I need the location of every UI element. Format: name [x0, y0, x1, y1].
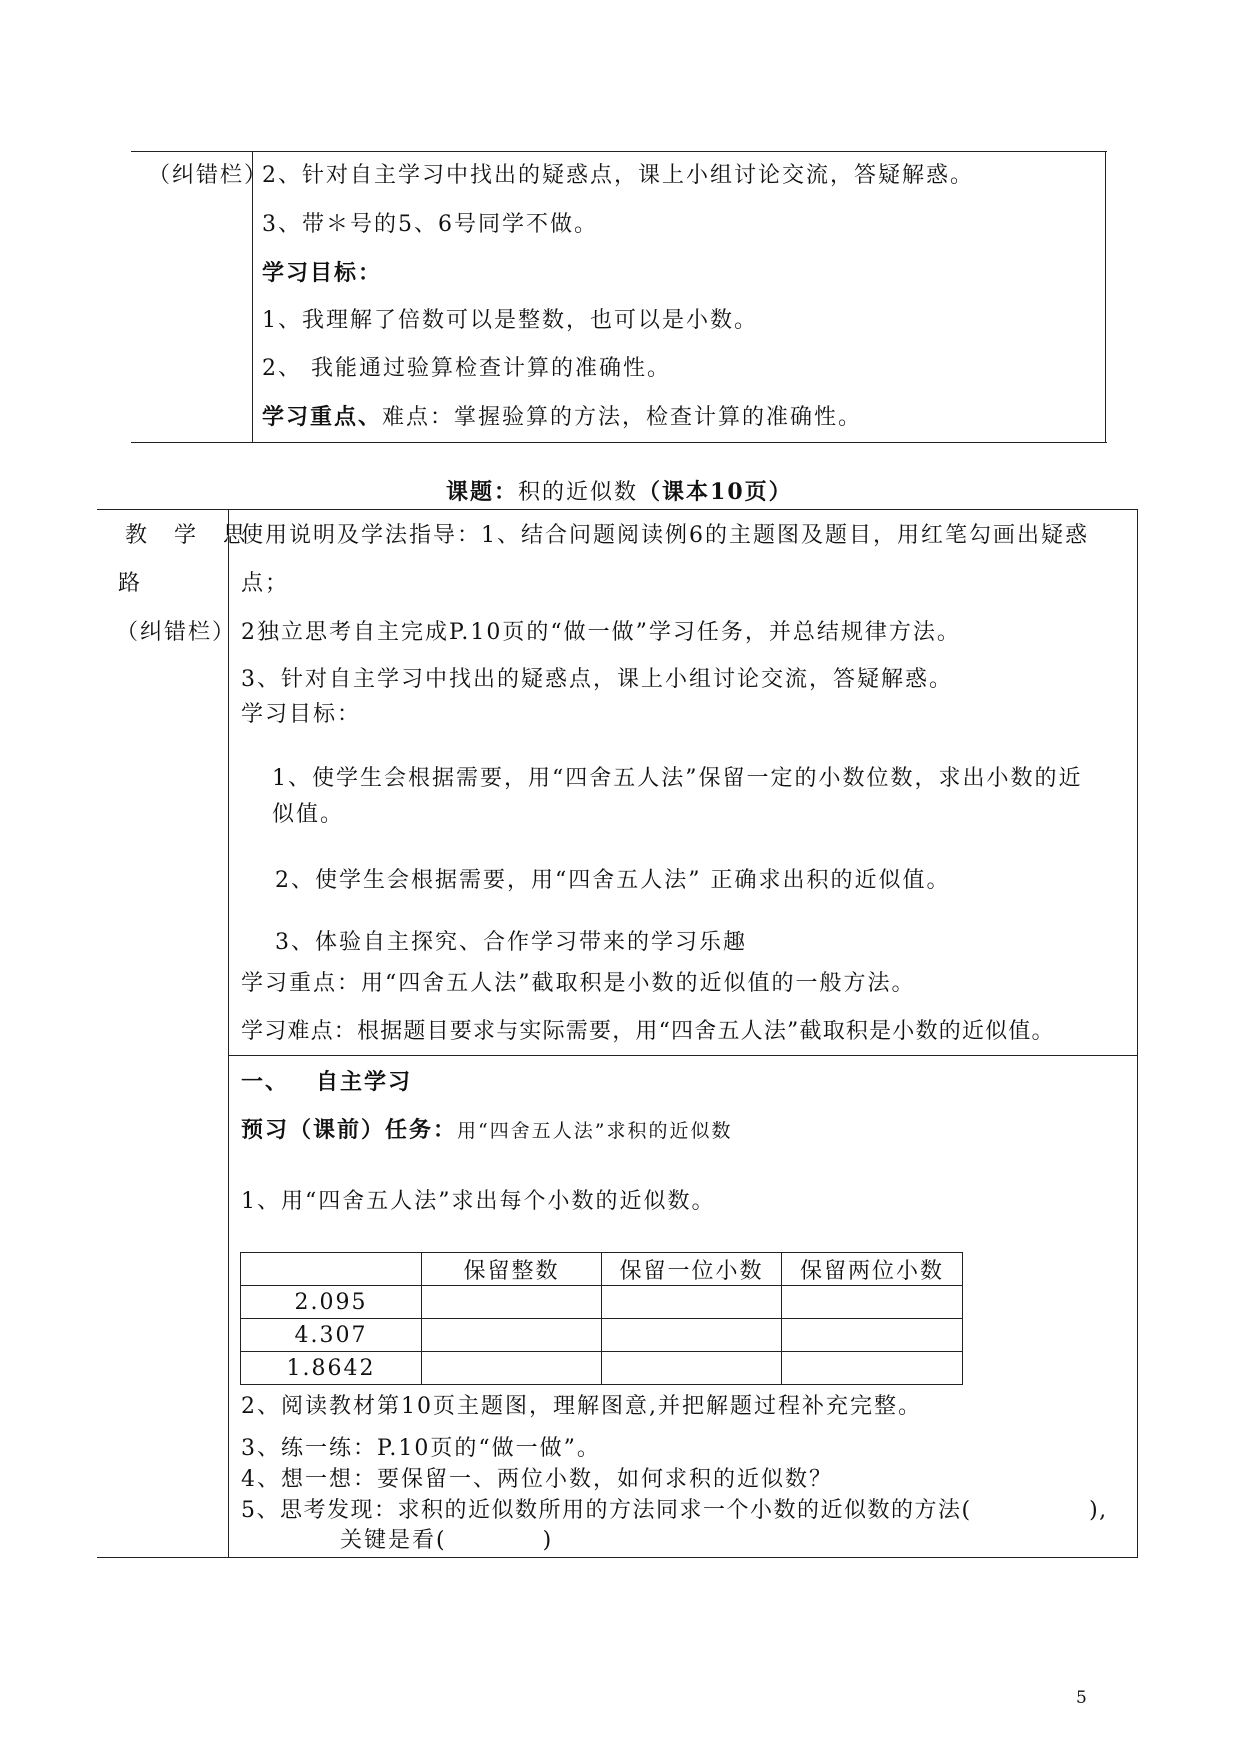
block2-side-line-1: 教 学 思	[125, 523, 255, 548]
block3-task-rest: 用“四舍五人法”求积的近似数	[457, 1120, 733, 1142]
lesson-title	[446, 478, 793, 507]
table-cell-blank[interactable]	[602, 1319, 782, 1352]
table-cell-blank[interactable]	[602, 1286, 782, 1319]
block2-goal-1-line-1: 1、使学生会根据需要，用“四舍五人法”保留一定的小数位数，求出小数的近	[272, 766, 1083, 791]
block3-q5-line-2: 关键是看( )	[340, 1528, 554, 1553]
block3-section-title: 自主学习	[316, 1069, 413, 1095]
block2-guide-line-2: 点；	[241, 571, 290, 596]
table-cell-number: 1.8642	[241, 1352, 422, 1385]
block3-q3: 3、练一练：P.10页的“做一做”。	[241, 1436, 601, 1461]
table-header-cell	[241, 1253, 422, 1286]
table-cell-blank[interactable]	[782, 1286, 963, 1319]
block2-goal-3: 3、体验自主探究、合作学习带来的学习乐趣	[275, 930, 747, 955]
lesson-title-suffix: （课本10页）	[638, 479, 793, 505]
table-cell-blank[interactable]	[782, 1319, 963, 1352]
table-row	[241, 1319, 963, 1352]
table-header-cell: 保留整数	[422, 1253, 602, 1286]
block3-task-bold: 预习（课前）任务：	[241, 1117, 458, 1143]
block1-side-label: （纠错栏）	[148, 163, 269, 188]
table-cell-blank[interactable]	[782, 1352, 963, 1385]
block1-key-bold: 学习重点、	[262, 404, 383, 430]
block1-right-border	[1105, 151, 1106, 443]
table-cell-blank[interactable]	[422, 1352, 602, 1385]
main-table-top-border	[97, 509, 1138, 510]
block1-bottom-border	[131, 442, 1107, 443]
table-row	[241, 1352, 963, 1385]
block2-guide-line-3: 2独立思考自主完成P.10页的“做一做”学习任务，并总结规律方法。	[241, 620, 961, 645]
block3-section-num: 一、	[241, 1069, 290, 1095]
block2-guide-line-1: 使用说明及学法指导：1、结合问题阅读例6的主题图及题目，用红笔勾画出疑惑	[241, 523, 1089, 548]
block1-key-points	[262, 403, 862, 432]
table-header-cell: 保留一位小数	[602, 1253, 782, 1286]
table-cell-number: 2.095	[241, 1286, 422, 1319]
block1-key-rest: 难点：掌握验算的方法，检查计算的准确性。	[382, 405, 863, 430]
block2-side-line-3: （纠错栏）	[116, 620, 237, 645]
main-table-right-border	[1137, 509, 1138, 1557]
page-number: 5	[1076, 1688, 1087, 1708]
table-cell-blank[interactable]	[422, 1286, 602, 1319]
block1-goal-2: 2、 我能通过验算检查计算的准确性。	[262, 356, 671, 381]
table-header-row	[241, 1253, 963, 1286]
block3-q5-line-1: 5、思考发现：求积的近似数所用的方法同求一个小数的近似数的方法( ),	[241, 1498, 1108, 1523]
main-table-mid-border	[228, 1055, 1138, 1056]
block2-key-point: 学习重点：用“四舍五人法”截取积是小数的近似值的一般方法。	[241, 971, 916, 996]
block3-q1: 1、用“四舍五人法”求出每个小数的近似数。	[241, 1189, 716, 1214]
block3-task	[241, 1116, 732, 1145]
block1-top-border	[131, 151, 1107, 152]
table-row	[241, 1286, 963, 1319]
lesson-title-topic: 积的近似数	[518, 480, 639, 505]
table-header-cell: 保留两位小数	[782, 1253, 963, 1286]
table-cell-number: 4.307	[241, 1319, 422, 1352]
lesson-title-prefix: 课题：	[446, 479, 519, 505]
block2-goal-1-line-2: 似值。	[272, 802, 345, 827]
table-cell-blank[interactable]	[602, 1352, 782, 1385]
table-cell-blank[interactable]	[422, 1319, 602, 1352]
block1-goal-1: 1、我理解了倍数可以是整数，也可以是小数。	[262, 308, 758, 333]
block2-guide-line-4: 3、针对自主学习中找出的疑惑点，课上小组讨论交流，答疑解惑。	[241, 667, 953, 692]
block1-line-2: 3、带＊号的5、6号同学不做。	[262, 212, 598, 237]
block1-goal-heading: 学习目标：	[262, 260, 383, 286]
approx-table	[240, 1252, 963, 1385]
block2-side-line-2: 路	[118, 571, 143, 596]
block2-goal-heading: 学习目标：	[241, 702, 362, 727]
block3-q4: 4、想一想：要保留一、两位小数，如何求积的近似数？	[241, 1467, 833, 1492]
block1-line-1: 2、针对自主学习中找出的疑惑点，课上小组讨论交流，答疑解惑。	[262, 163, 974, 188]
block2-hard-point: 学习难点：根据题目要求与实际需要，用“四舍五人法”截取积是小数的近似值。	[241, 1019, 1055, 1044]
block1-col-divider	[252, 151, 253, 443]
block2-goal-2: 2、使学生会根据需要，用“四舍五人法” 正确求出积的近似值。	[275, 868, 951, 893]
main-table-bottom-border	[97, 1557, 1138, 1558]
main-table-col-divider	[228, 509, 229, 1557]
block3-q2: 2、阅读教材第10页主题图，理解图意,并把解题过程补充完整。	[241, 1394, 922, 1419]
